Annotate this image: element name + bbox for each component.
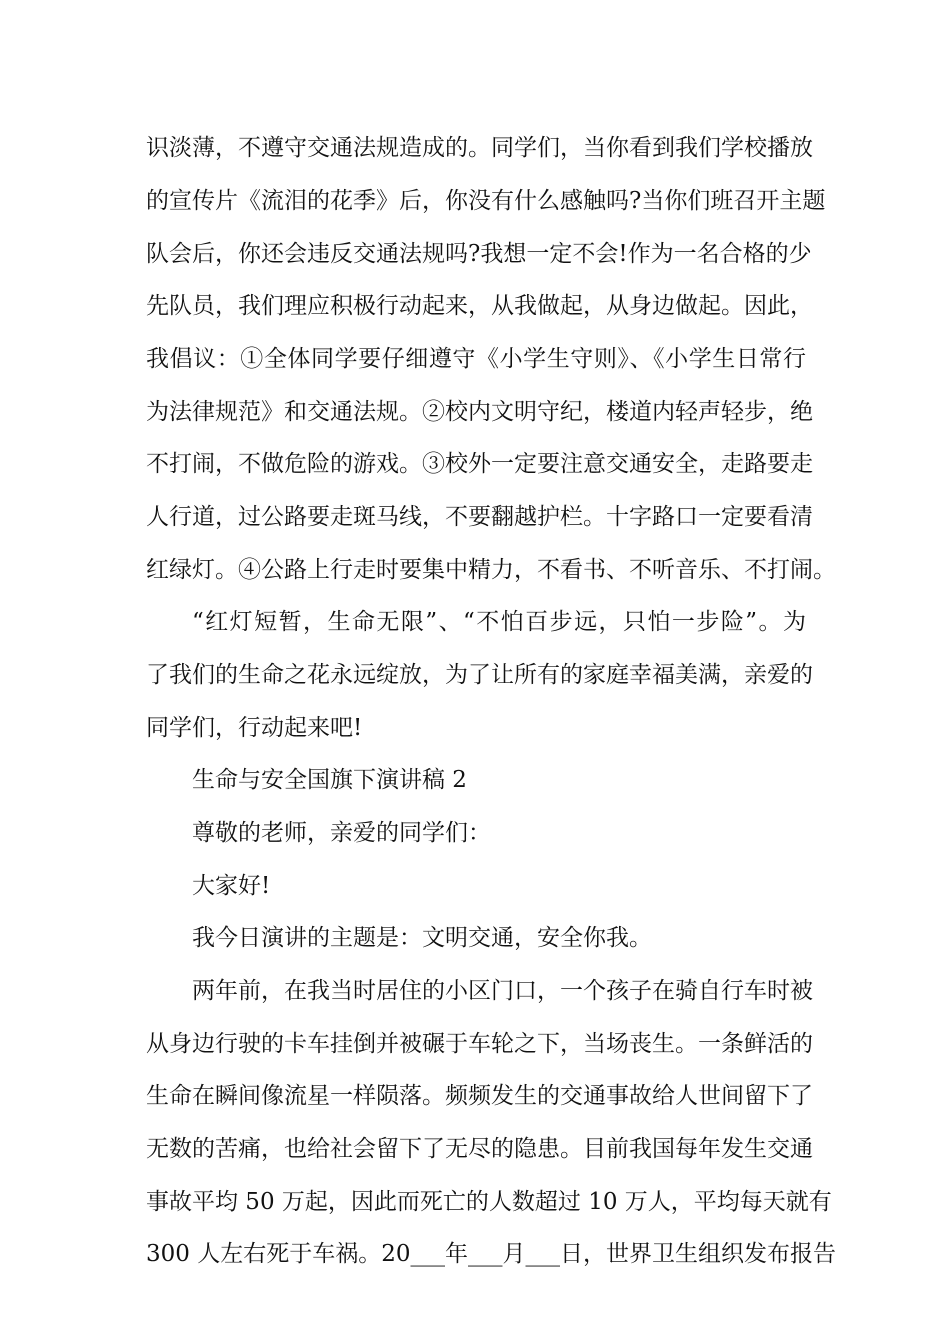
text-line: 队会后，你还会违反交通法规吗?我想一定不会!作为一名合格的少	[146, 241, 812, 267]
text-line: 不打闹，不做危险的游戏。③校外一定要注意交通安全，走路要走	[146, 451, 813, 477]
salutation: 尊敬的老师，亲爱的同学们：	[192, 820, 491, 846]
text-line: 识淡薄，不遵守交通法规造成的。同学们，当你看到我们学校播放	[146, 135, 813, 161]
text-line: 的宣传片《流泪的花季》后，你没有什么感触吗?当你们班召开主题	[146, 188, 826, 214]
text-line: 两年前，在我当时居住的小区门口，一个孩子在骑自行车时被	[192, 978, 813, 1004]
text-line: 我今日演讲的主题是：文明交通，安全你我。	[192, 925, 652, 951]
text-line: 无数的苦痛，也给社会留下了无尽的隐患。目前我国每年发生交通	[146, 1136, 813, 1162]
section-title: 生命与安全国旗下演讲稿 2	[192, 767, 467, 793]
text-line: 先队员，我们理应积极行动起来，从我做起，从身边做起。因此，	[146, 293, 813, 319]
text-line: “红灯短暂，生命无限”、“不怕百步远，只怕一步险”。为	[192, 609, 806, 635]
text-line: 事故平均 50 万起，因此而死亡的人数超过 10 万人，平均每天就有	[146, 1189, 832, 1215]
text-line: 我倡议：①全体同学要仔细遵守《小学生守则》、《小学生日常行	[146, 346, 806, 372]
text-line: 红绿灯。④公路上行走时要集中精力，不看书、不听音乐、不打闹。	[146, 557, 836, 583]
text-line: 人行道，过公路要走斑马线，不要翻越护栏。十字路口一定要看清	[146, 504, 813, 530]
greeting: 大家好!	[192, 873, 271, 899]
text-line: 生命在瞬间像流星一样陨落。频频发生的交通事故给人世间留下了	[146, 1083, 813, 1109]
text-line: 为法律规范》和交通法规。②校内文明守纪，楼道内轻声轻步，绝	[146, 399, 813, 425]
text-line: 同学们，行动起来吧!	[146, 715, 363, 741]
text-line: 300 人左右死于车祸。20___年___月___日，世界卫生组织发布报告	[146, 1241, 836, 1267]
text-line: 了我们的生命之花永远绽放，为了让所有的家庭幸福美满，亲爱的	[146, 662, 813, 688]
text-line: 从身边行驶的卡车挂倒并被碾于车轮之下，当场丧生。一条鲜活的	[146, 1031, 813, 1057]
